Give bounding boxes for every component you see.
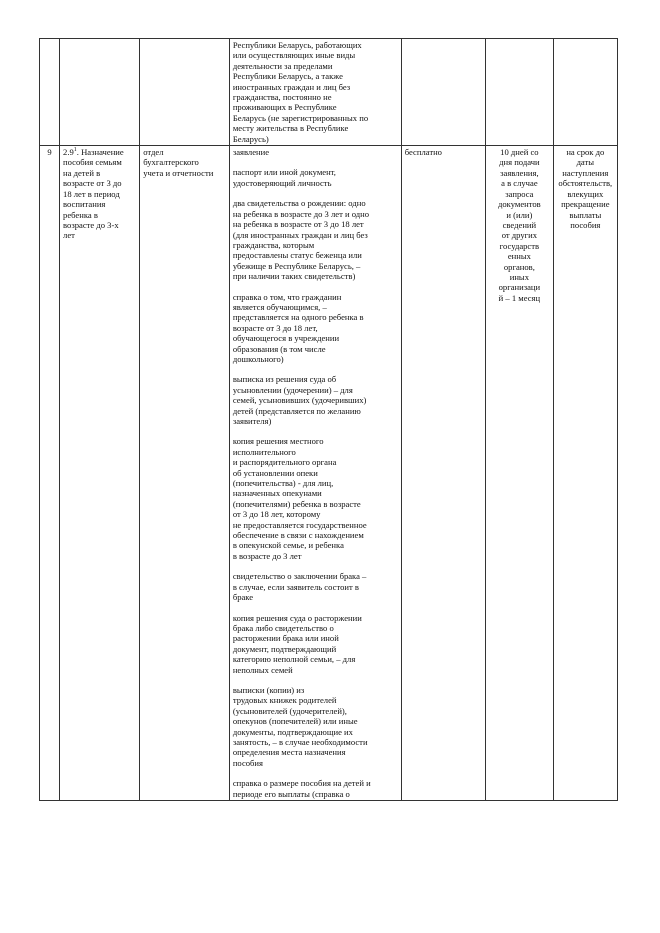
document-item: справка о том, что гражданин является обучающимся, – представляется на одного ребенка в возрасте от 3 до 18 лет, обучающегося в учреждении образования (в том числе дошкольного) <box>232 291 364 364</box>
document-item: копия решения суда о расторжении брака либо свидетельство о расторжении брака или иной документ, подтверждающий категорию неполной семьи, – для неполных семей <box>232 612 362 675</box>
cell-term-empty <box>486 39 554 146</box>
cell-fee <box>401 146 485 801</box>
cell-responsible <box>140 146 230 801</box>
document-item: два свидетельства о рождении: одно на ребенка в возрасте до 3 лет и одно на ребенка в возрасте от 3 до 18 лет (для иностранных граждан и лиц без гражданства, которым предоставлены статус беженца или убежище в Республике Беларусь, – при наличии таких свидетельств) <box>232 198 370 282</box>
procedure-title: . Назначение пособия семьям на детей в возрасте от 3 до 18 лет в период воспитания ребенка в возрасте до 3-х лет <box>63 147 124 241</box>
document-item: выписка из решения суда об усыновлении (удочерении) – для семей, усыновивших (удочеривших) детей (представляется по желанию заявителя) <box>232 374 367 426</box>
procedure-code-superscript: 1 <box>73 147 77 154</box>
document-item: заявление <box>232 147 270 158</box>
cell-term <box>486 146 554 801</box>
cell-fee-empty <box>401 39 485 146</box>
procedure-code: 2.9 <box>63 147 74 158</box>
cell-validity-empty <box>553 39 617 146</box>
cell-procedure-empty <box>60 39 140 146</box>
document-item: паспорт или иной документ, удостоверяющий личность <box>232 167 336 188</box>
documents-continuation-text: Республики Беларусь, работающих или осуществляющих иные виды деятельности за пределами Республики Беларусь, а также иностранных граждан и лиц без гражданства, постоянно не проживающих в Республике Беларусь (не зарегистрированных по месту жительства в Республике Беларусь) <box>232 40 369 144</box>
document-item: свидетельство о заключении брака – в случае, если заявитель состоит в браке <box>232 571 367 603</box>
cell-responsible-empty <box>140 39 230 146</box>
term-text: 10 дней со дня подачи заявления, а в случае запроса документов и (или) сведений от других государств енных органов, иных организаци й – 1 месяц <box>497 147 541 303</box>
cell-documents <box>229 146 401 801</box>
document-item: копия решения местного исполнительного и распорядительного органа об установлении опеки (попечительства) - для лиц, назначенных опекунами (попечителями) ребенка в возрасте от 3 до 18 лет, которому не предоставляется государственное обеспечение в связи с нахождением в опекунской семье, и ребенка в возрасте до 3 лет <box>232 436 367 561</box>
cell-row-number: 9 <box>40 146 60 801</box>
fee-text: бесплатно <box>404 147 442 158</box>
responsible-department: отдел бухгалтерского учета и отчетности <box>143 147 214 178</box>
cell-documents-continuation <box>229 39 401 146</box>
document-item: справка о размере пособия на детей и периоде его выплаты (справка о <box>232 778 371 799</box>
cell-validity <box>553 146 617 801</box>
validity-text: на срок до даты наступления обстоятельств, влекущих прекращение выплаты пособия <box>558 147 613 230</box>
table-row-procedure <box>40 146 618 801</box>
procedures-table <box>39 38 618 801</box>
cell-number-empty <box>40 39 60 146</box>
document-item: выписки (копии) из трудовых книжек родителей (усыновителей (удочерителей), опекунов (попечителей) или иные документы, подтверждающие их занятость, – в случае необходимости определения места назначения пособия <box>232 684 368 768</box>
cell-procedure-name <box>60 146 140 801</box>
table-row-continuation <box>40 39 618 146</box>
